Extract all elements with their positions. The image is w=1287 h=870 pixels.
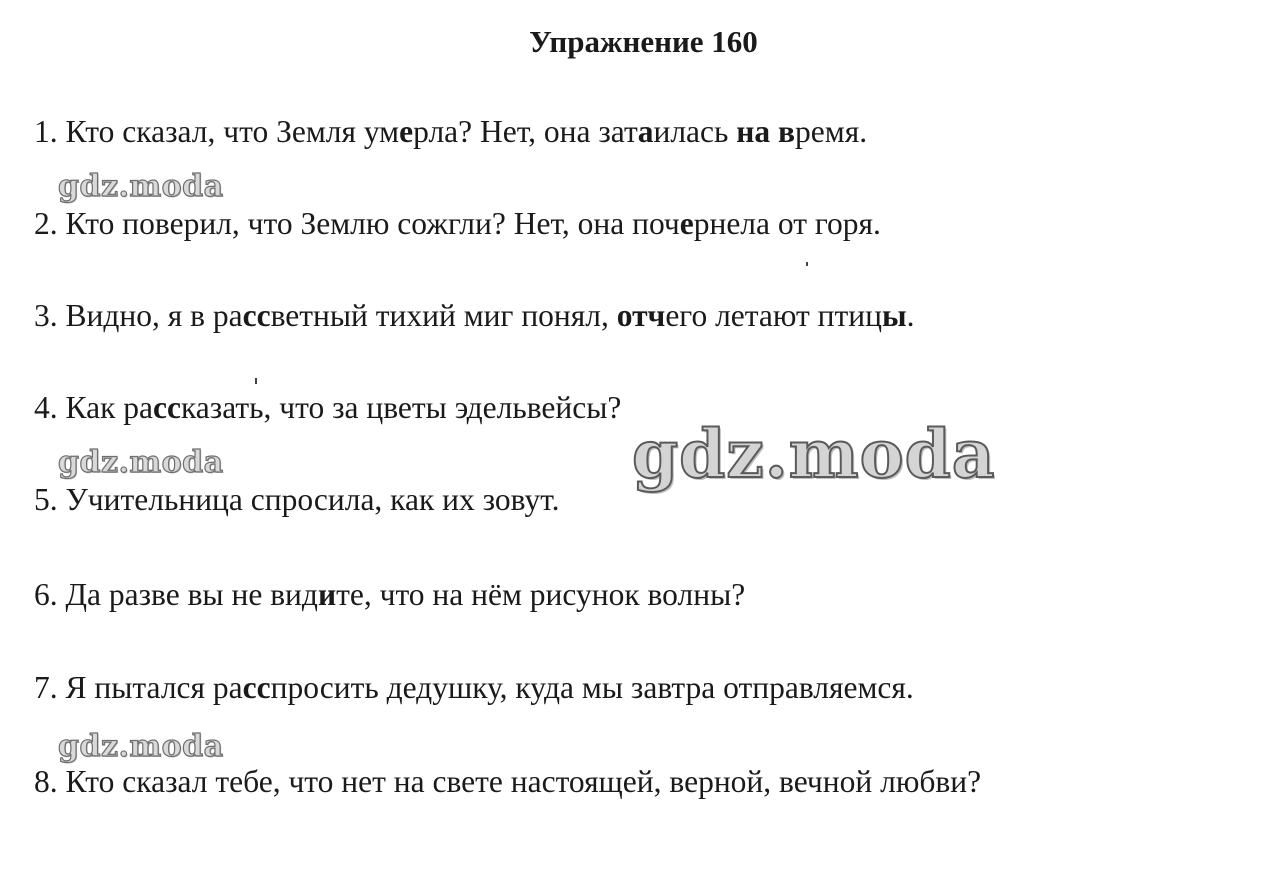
watermark-large: gdz.moda xyxy=(632,415,996,493)
sentence-3 xyxy=(34,296,914,336)
watermark-small: gdz.moda xyxy=(58,169,224,204)
sentence-text: илась xyxy=(653,114,737,149)
exercise-title: Упражнение 160 xyxy=(529,24,758,59)
highlighted-orthogram: а xyxy=(637,114,654,149)
sentence-text: 1. Кто сказал, что Земля ум xyxy=(34,114,400,149)
sentence-text: 5. Учительница спросила, как их зовут. xyxy=(34,482,560,517)
sentence-8 xyxy=(34,762,981,802)
sentence-text: его летают птиц xyxy=(665,298,882,333)
highlighted-orthogram: е xyxy=(399,114,414,149)
sentence-5 xyxy=(34,480,559,520)
sentence-text: рла? Нет, она зат xyxy=(413,114,638,149)
sentence-text: . xyxy=(906,298,915,333)
sentence-text: просить дедушку, куда мы завтра отправляемся. xyxy=(270,670,914,705)
highlighted-orthogram: сс xyxy=(242,670,271,705)
watermark-small: gdz.moda xyxy=(58,445,224,480)
sentence-2 xyxy=(34,204,881,244)
highlighted-orthogram: отч xyxy=(616,298,666,333)
scan-speck xyxy=(806,262,808,266)
sentence-text: рнела от горя. xyxy=(693,206,881,241)
sentence-text: 7. Я пытался ра xyxy=(34,670,243,705)
sentence-text: 3. Видно, я в ра xyxy=(34,298,243,333)
highlighted-orthogram: и xyxy=(317,577,337,612)
sentence-6 xyxy=(34,575,745,615)
sentence-text: 8. Кто сказал тебе, что нет на свете настоящей, верной, вечной любви? xyxy=(34,764,982,799)
sentence-text: те, что на нём рисунок волны? xyxy=(336,577,746,612)
highlighted-orthogram: сс xyxy=(153,390,181,425)
highlighted-orthogram: на в xyxy=(736,114,796,149)
scan-speck xyxy=(255,378,257,384)
sentence-text: 6. Да разве вы не вид xyxy=(34,577,318,612)
highlighted-orthogram: сс xyxy=(242,298,271,333)
highlighted-orthogram: е xyxy=(679,206,694,241)
sentence-1 xyxy=(34,112,867,152)
sentence-text: 4. Как ра xyxy=(34,390,153,425)
watermark-small: gdz.moda xyxy=(58,729,224,764)
sentence-4 xyxy=(34,388,621,428)
sentence-text: 2. Кто поверил, что Землю сожгли? Нет, она поч xyxy=(34,206,680,241)
sentence-text: ремя. xyxy=(795,114,868,149)
sentence-text: казать, что за цветы эдельвейсы? xyxy=(180,390,622,425)
highlighted-orthogram: ы xyxy=(882,298,907,333)
sentence-text: ветный тихий миг понял, xyxy=(270,298,617,333)
sentence-7 xyxy=(34,668,914,708)
